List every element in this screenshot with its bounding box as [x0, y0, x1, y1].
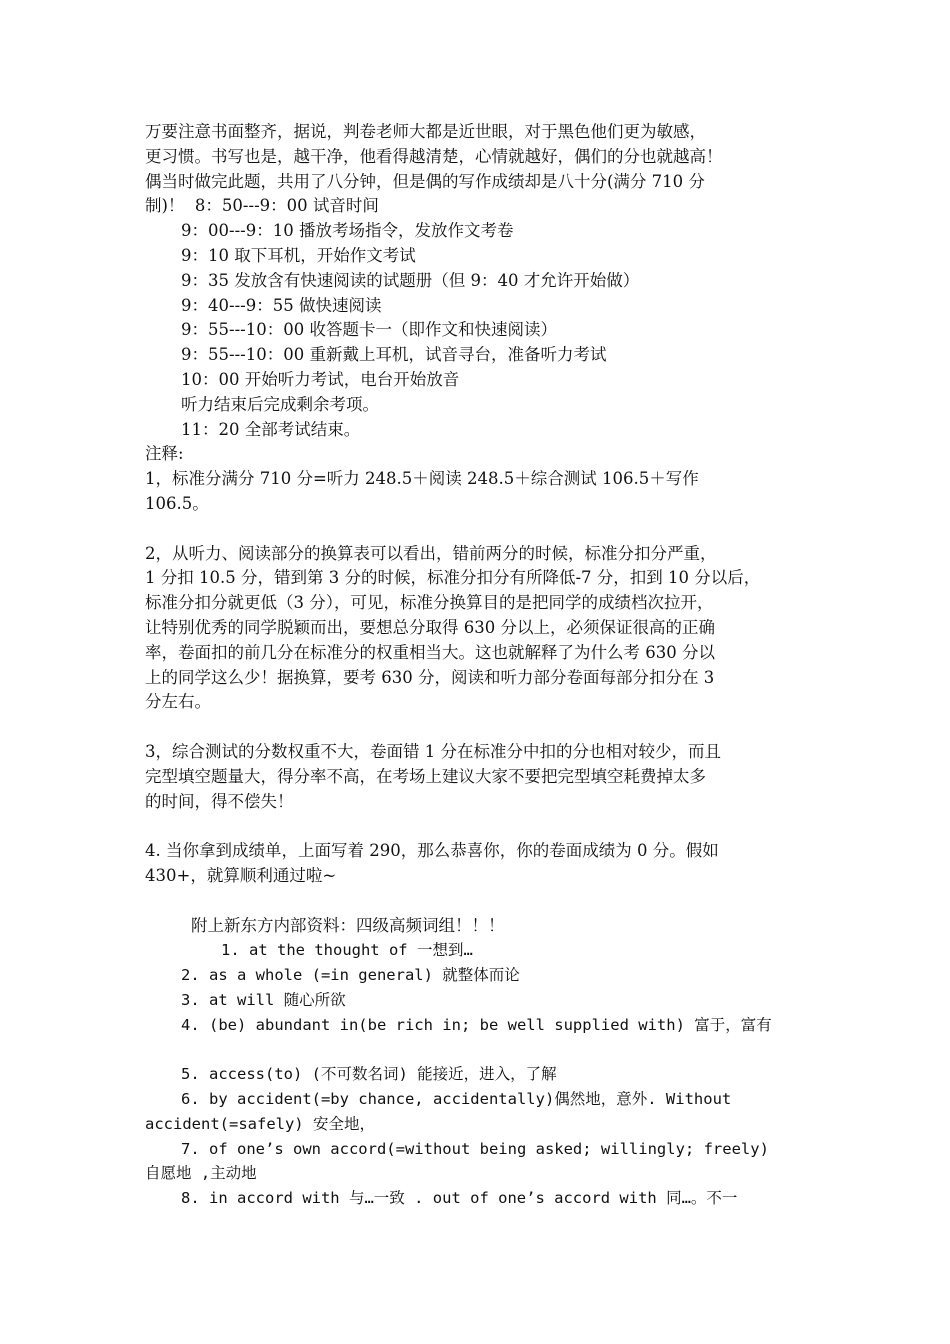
- schedule-item: 11：20 全部考试结束。: [181, 419, 361, 439]
- spacer: [145, 814, 825, 839]
- note-2-line: 上的同学这么少！据换算，要考 630 分，阅读和听力部分卷面每部分扣分在 3: [145, 667, 715, 687]
- note-2-line: 分左右。: [145, 692, 211, 712]
- schedule-item: 9：35 发放含有快速阅读的试题册（但 9：40 才允许开始做）: [181, 270, 640, 290]
- spacer: [145, 889, 825, 914]
- note-2-line: 率，卷面扣的前几分在标准分的权重相当大。这也就解释了为什么考 630 分以: [145, 642, 715, 662]
- note-2-line: 让特别优秀的同学脱颖而出，要想总分取得 630 分以上，必须保证很高的正确: [145, 617, 715, 637]
- note-3-line: 3，综合测试的分数权重不大，卷面错 1 分在标准分中扣的分也相对较少，而且: [145, 741, 721, 761]
- note-4-line: 4. 当你拿到成绩单，上面写着 290，那么恭喜你，你的卷面成绩为 0 分。假如: [145, 841, 719, 861]
- note-1-line: 1，标准分满分 710 分=听力 248.5＋阅读 248.5＋综合测试 106.5＋写作: [145, 469, 699, 489]
- phrase-item-continued: 自愿地 ,主动地: [145, 1164, 257, 1183]
- document-body: [145, 120, 825, 1211]
- note-2-line: 1 分扣 10.5 分，错到第 3 分的时候，标准分扣分有所降低-7 分，扣到 10 分以后，: [145, 568, 761, 588]
- spacer: [145, 1037, 825, 1062]
- schedule-item: 9：10 取下耳机，开始作文考试: [181, 245, 416, 265]
- schedule-item: 10：00 开始听力考试，电台开始放音: [181, 369, 460, 389]
- note-3-line: 完型填空题量大，得分率不高，在考场上建议大家不要把完型填空耗费掉太多: [145, 766, 706, 786]
- notes-heading: 注释:: [145, 444, 184, 464]
- phrase-item: 4. (be) abundant in(be rich in; be well supplied with) 富于，富有: [181, 1015, 772, 1034]
- spacer: [145, 715, 825, 740]
- schedule-item: 9：00---9：10 播放考场指令，发放作文考卷: [181, 221, 514, 241]
- note-1-line: 106.5。: [145, 493, 209, 513]
- schedule-item: 9：55---10：00 收答题卡一（即作文和快速阅读）: [181, 320, 557, 340]
- phrase-item: 8. in accord with 与…一致 . out of one’s accord with 同…。不一: [181, 1189, 738, 1208]
- spacer: [145, 517, 825, 542]
- appendix-title: 附上新东方内部资料：四级高频词组！！！: [191, 915, 505, 935]
- paragraph-line: 更习惯。书写也是，越干净，他看得越清楚，心情就越好，偶们的分也就越高！: [145, 146, 723, 166]
- phrase-item: 2. as a whole (=in general) 就整体而论: [181, 966, 520, 985]
- paragraph-line: 制)！ 8：50---9：00 试音时间: [145, 196, 379, 216]
- phrase-item: 6. by accident(=by chance, accidentally)偶然地，意外. Without: [181, 1090, 732, 1109]
- note-3-line: 的时间，得不偿失！: [145, 791, 294, 811]
- schedule-item: 9：55---10：00 重新戴上耳机，试音寻台，准备听力考试: [181, 345, 607, 365]
- paragraph-line: 偶当时做完此题，共用了八分钟，但是偶的写作成绩却是八十分(满分 710 分: [145, 171, 705, 191]
- schedule-item: 9：40---9：55 做快速阅读: [181, 295, 382, 315]
- phrase-item: 1. at the thought of 一想到…: [221, 941, 473, 960]
- phrase-item: 5. access(to) (不可数名词) 能接近，进入，了解: [181, 1065, 557, 1084]
- phrase-item: 3. at will 随心所欲: [181, 990, 346, 1009]
- phrase-item: 7. of one’s own accord(=without being asked; willingly; freely): [181, 1139, 769, 1158]
- paragraph-line: 万要注意书面整齐，据说，判卷老师大都是近世眼，对于黑色他们更为敏感，: [145, 122, 706, 141]
- note-2-line: 标准分扣分就更低（3 分），可见，标准分换算目的是把同学的成绩档次拉开，: [145, 593, 714, 613]
- phrase-item-continued: accident(=safely) 安全地，: [145, 1114, 375, 1133]
- schedule-item: 听力结束后完成剩余考项。: [181, 394, 379, 414]
- note-2-line: 2，从听力、阅读部分的换算表可以看出，错前两分的时候，标准分扣分严重，: [145, 543, 717, 563]
- note-4-line: 430+，就算顺利通过啦~: [145, 865, 337, 885]
